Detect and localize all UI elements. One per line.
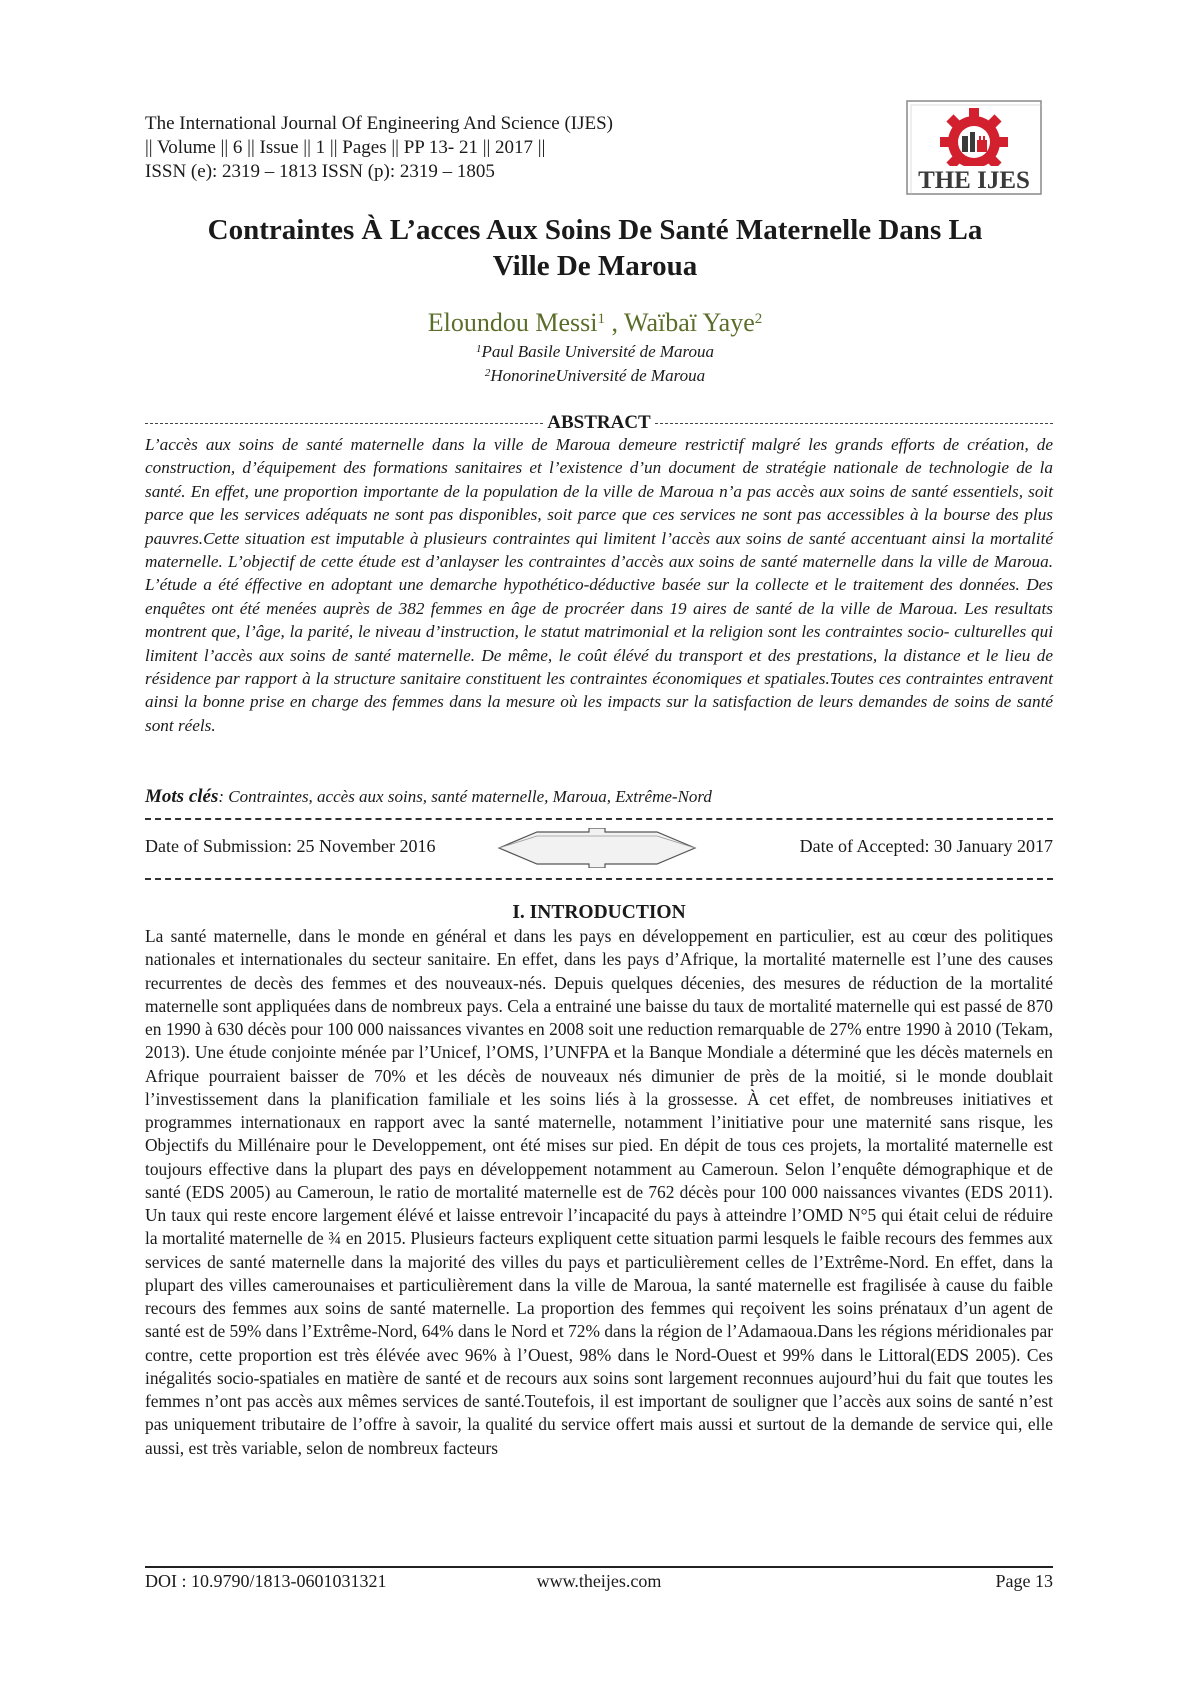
affiliation-1-sup: 1 — [475, 343, 482, 355]
abstract-label: ABSTRACT — [544, 412, 653, 434]
affiliation-1 — [130, 342, 1060, 362]
authors — [130, 308, 1060, 338]
dates-bar — [145, 828, 1053, 868]
abstract-header — [145, 412, 1053, 434]
author-1: Eloundou Messi — [427, 308, 598, 337]
paper-title — [130, 212, 1060, 284]
journal-issn: ISSN (e): 2319 – 1813 ISSN (p): 2319 – 1805 — [145, 161, 495, 182]
section-heading-introduction: I. INTRODUCTION — [512, 902, 686, 923]
submission-date: Date of Submission: 25 November 2016 — [145, 836, 436, 856]
author-1-sup: 1 — [597, 311, 605, 327]
author-2: Waïbaï Yaye — [623, 308, 755, 337]
author-separator: , — [604, 308, 624, 337]
keywords-label: Mots clés — [145, 786, 219, 807]
accepted-date: Date of Accepted: 30 January 2017 — [799, 836, 1053, 856]
footer-website: www.theijes.com — [536, 1571, 662, 1591]
footer-doi: DOI : 10.9790/1813-0601031321 — [145, 1571, 387, 1591]
rule-bottom — [145, 878, 1053, 880]
introduction-text: La santé maternelle, dans le monde en général et dans les pays en développement en particulier, est au cœur des politiques nationales et internationales du secteur sanitaire. En effet, dans les pays d’Afrique, la mortalité maternelle est l’une des causes recurrentes de decès des femmes et des nouveaux-nés. Depuis quelques décenies, des mesures de réduction de la mortalité maternelle sont appliquées dans de nombreux pays. Cela a entrainé une baisse du taux de mortalité maternelle qui est passé de 870 en 1990 à 630 décès pour 100 000 naissances vivantes en 2008 soit une reduction remarquable de 27% entre 1990 à 2010 (Tekam, 2013). Une étude conjointe ménée par l’Unicef, l’OMS, l’UNFPA et la Banque Mondiale a déterminé que les décès maternels en Afrique pourraient baisser de 70% et les décès de nouveaux nés dimunier de près de la moitié, si le monde doublait l’investissement dans la planification familiale et les soins liés à la grossesse. À cet effet, de nombreuses initiatives et programmes internationaux en rapport avec la santé maternelle, notamment l’initiative pour une maternité sans risque, les Objectifs du Millénaire pour le Developpement, ont été mises sur pied. En dépit de tous ces projets, la mortalité maternelle est toujours effective dans la plupart des pays en développement notamment au Cameroun. Selon l’enquête démographique et de santé (EDS 2005) au Cameroun, le ratio de mortalité maternelle est de 762 décès pour 100 000 naissances vivantes (EDS 2011). Un taux qui reste encore largement élévé et laisse entrevoir l’incapacité du pays à atteindre l’OMD N°5 qui était celui de réduire la mortalité maternelle de ¾ en 2015. Plusieurs facteurs expliquent cette situation parmi lesquels le faible recours des femmes aux services de santé maternelle dans la majorité des villes du pays et particulièrement celles de l’Extrême-Nord. En effet, dans la plupart des villes camerounaises et particulièrement dans la ville de Maroua, la santé maternelle est fragilisée à cause du faible recours des femmes aux soins de santé maternelle. La proportion des femmes qui reçoivent les soins prénataux d’un agent de santé est de 59% dans l’Extrême-Nord, 64% dans le Nord et 72% dans la région de l’Adamaoua.Dans les régions méridionales par contre, cette proportion est très élévée avec 96% à l’Ouest, 98% dans le Nord-Ouest et 99% dans le Littoral(EDS 2005). Ces inégalités socio-spatiales en matière de santé et de recours aux soins sont largement reconnues aujourd’hui du fait que toutes les femmes n’ont pas accès aux mêmes services de santé.Toutefois, il est important de souligner que l’accès aux soins de santé n’est pas uniquement tributaire de l’offre à savoir, la qualité du service offert mais aussi et surtout de la demande de service qui, elle aussi, est très variable, selon de nombreux facteurs — [145, 926, 1053, 1458]
author-2-sup: 2 — [754, 311, 763, 327]
title-line-1: Contraintes À L’acces Aux Soins De Santé Maternelle Dans La — [207, 214, 983, 246]
affiliation-2-sup: 2 — [484, 367, 491, 379]
journal-volume: || Volume || 6 || Issue || 1 || Pages || PP 13- 21 || 2017 || — [145, 137, 546, 158]
rule-top — [145, 818, 1053, 820]
journal-name: The International Journal Of Engineering And Science (IJES) — [145, 113, 613, 134]
footer-rule — [145, 1566, 1053, 1568]
title-line-2: Ville De Maroua — [492, 250, 698, 282]
affiliation-2-text: HonorineUniversité de Maroua — [490, 366, 706, 385]
logo-text: THE IJES — [918, 167, 1030, 194]
abstract-text: L’accès aux soins de santé maternelle dans la ville de Maroua demeure restrictif malgré les grands efforts de création, de construction, d’équipement des formations sanitaires et l’existence d’un document de stratégie nationale de technologie de la santé. En effet, une proportion importante de la population de la ville de Maroua n’a pas accès aux soins de santé essentiels, soit parce que les services adéquats ne sont pas disponibles, soit parce que ces services ne sont pas accessibles à la bourse des plus pauvres.Cette situation est imputable à plusieurs contraintes qui limitent l’accès aux soins de santé accentuant ainsi la mortalité maternelle. L’objectif de cette étude est d’anlayser les contraintes d’accès aux soins de santé maternelle dans la ville de Maroua. L’étude a été éffective en adoptant une demarche hypothético-déductive basée sur la collecte et le traitement des données. Des enquêtes ont été menées auprès de 382 femmes en âge de procréer dans 19 aires de santé de la ville de Maroua. Les resultats montrent que, l’âge, la parité, le niveau d’instruction, le statut matrimonial et la religion sont les contraintes socio- culturelles qui limitent l’accès aux soins de santé maternelle. De même, le coût élévé du transport et des prestations, la distance et le lieu de résidence par rapport à la structure sanitaire constituent les contraintes économiques et spatiales.Toutes ces contraintes entravent ainsi la bonne prise en charge des femmes dans la mesure où les impacts sur la satisfaction de leurs demandes de soins de santé sont réels. — [145, 435, 1053, 735]
footer-page-number: Page 13 — [995, 1571, 1053, 1591]
journal-header — [145, 112, 613, 184]
keywords — [145, 786, 1053, 808]
affiliation-1-text: Paul Basile Université de Maroua — [481, 342, 715, 361]
keywords-list: : Contraintes, accès aux soins, santé maternelle, Maroua, Extrême-Nord — [218, 787, 712, 806]
ijes-logo — [906, 100, 1042, 195]
affiliation-2 — [130, 366, 1060, 386]
double-arrow-icon — [497, 828, 697, 868]
